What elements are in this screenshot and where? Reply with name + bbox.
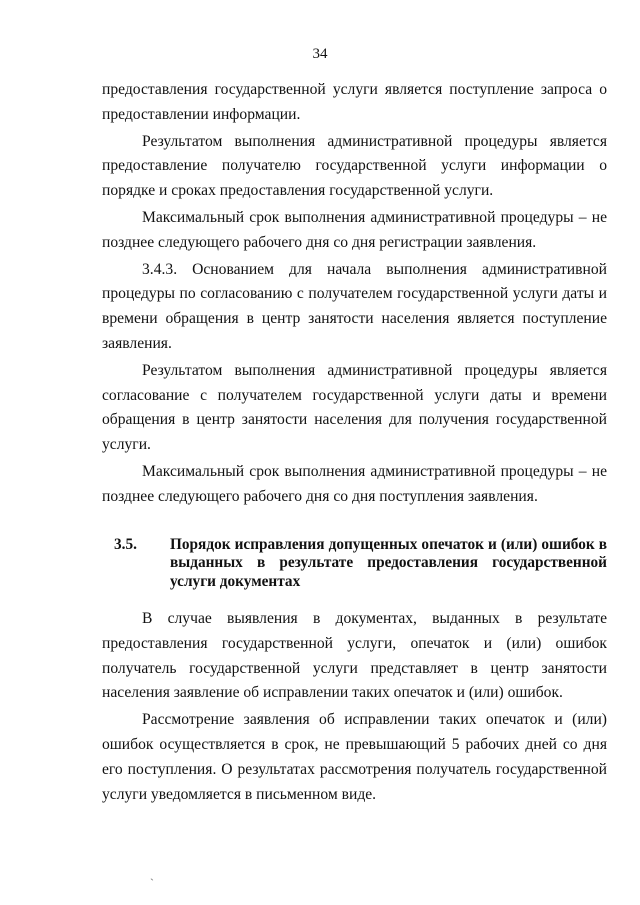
section-title: Порядок исправления допущенных опечаток и (или) ошибок в выданных в результате предоставления государственной услуги документах xyxy=(170,535,607,590)
paragraph-max-term-registration: Максимальный срок выполнения административной процедуры – не позднее следующего рабочего дня со дня регистрации заявления. xyxy=(102,208,607,251)
paragraph-max-term-receipt: Максимальный срок выполнения административной процедуры – не позднее следующего рабочего дня со дня поступления заявления. xyxy=(102,462,607,505)
paragraph-continuation: предоставления государственной услуги является поступление запроса о предоставлении информации. xyxy=(102,81,607,123)
section-heading xyxy=(102,536,607,592)
paragraph-3-4-3: 3.4.3. Основанием для начала выполнения административной процедуры по согласованию с получателем государственной услуги даты и времени обращения в центр занятости населения является поступление заявления. xyxy=(102,260,607,352)
paragraph-result-agreement: Результатом выполнения административной процедуры является согласование с получателем государственной услуги даты и времени обращения в центр занятости населения для получения государственной услуги. xyxy=(102,361,607,454)
paragraph-error-review: Рассмотрение заявления об исправлении таких опечаток и (или) ошибок осуществляется в срок, не превышающий 5 рабочих дней со дня его поступления. О результатах рассмотрения получатель государственной услуги уведомляется в письменном виде. xyxy=(102,711,607,803)
page-number: 34 xyxy=(312,46,328,62)
paragraph-result-info: Результатом выполнения административной процедуры является предоставление получателю государственной услуги информации о порядке и сроках предоставления государственной услуги. xyxy=(102,132,607,200)
scan-mark: ` xyxy=(150,876,154,890)
section-number: 3.5. xyxy=(114,535,137,553)
paragraph-error-detection: В случае выявления в документах, выданных в результате предоставления государственной услуги, опечаток и (или) ошибок получатель государственной услуги представляет в центр занятости населения заявление об исправлении таких опечаток и (или) ошибок. xyxy=(102,610,607,702)
document-body xyxy=(102,78,607,807)
